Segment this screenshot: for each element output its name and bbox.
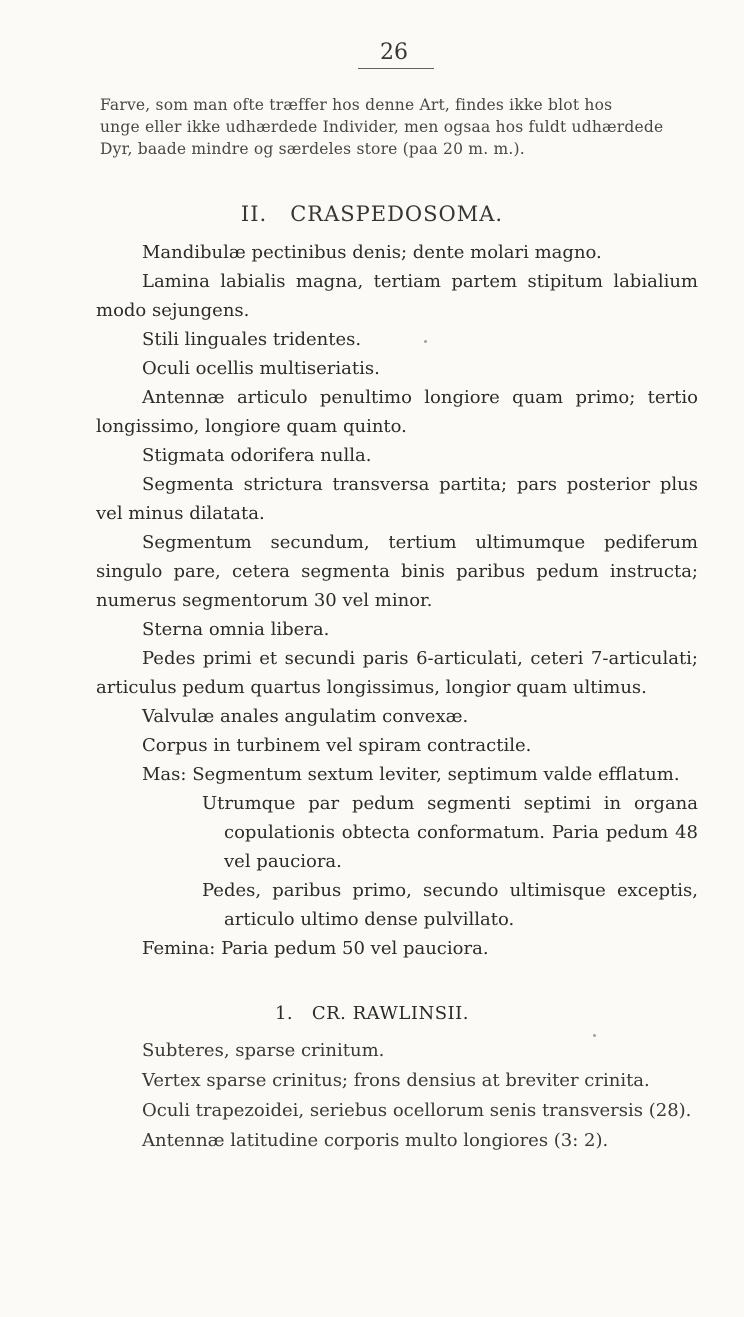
paragraph-mandibulae: Mandibulæ pectinibus denis; dente molari magno. (142, 242, 602, 263)
paragraph-stigmata: Stigmata odorifera nulla. (142, 445, 372, 466)
section-heading: II. CRASPEDOSOMA. (240, 202, 504, 226)
intro-line: Dyr, baade mindre og særdeles store (paa 20 m. m.). (100, 140, 525, 158)
mas-label: Mas: (142, 764, 187, 785)
femina-label: Femina: (142, 938, 216, 959)
page-number: 26 (380, 40, 408, 65)
paragraph-segmentum: Segmentum secundum, tertium ultimumque pediferum singulo pare, cetera segmenta binis paribus pedum instructa; numerus segmentorum 30 vel minor. (96, 532, 698, 611)
paper-speck (593, 1034, 596, 1037)
paragraph-femina (96, 934, 698, 963)
species-description (96, 1036, 702, 1156)
mas-sub-copulation: Utrumque par pedum segmenti septimi in organa copulationis obtecta conformatum. Paria pedum 48 vel pauciora. (202, 793, 698, 872)
paragraph-corpus: Corpus in turbinem vel spiram contractile. (142, 735, 532, 756)
species-heading: 1. CR. RAWLINSII. (274, 1003, 470, 1024)
intro-line: unge eller ikke udhærdede Individer, men ogsaa hos fuldt udhærdede (100, 118, 664, 136)
paragraph-lamina: Lamina labialis magna, tertiam partem stipitum labialium modo sejungens. (96, 271, 698, 321)
intro-paragraph (100, 94, 700, 160)
femina-text: Paria pedum 50 vel pauciora. (221, 938, 489, 959)
species-line: Antennæ latitudine corporis multo longiores (3: 2). (142, 1130, 609, 1151)
paragraph-mas (96, 760, 698, 789)
page-number-rule (358, 68, 434, 69)
species-line: Oculi trapezoidei, seriebus ocellorum senis transversis (28). (142, 1100, 692, 1121)
intro-line: Farve, som man ofte træffer hos denne Art, findes ikke blot hos (100, 96, 613, 114)
paragraph-stili: Stili linguales tridentes. (142, 329, 362, 350)
paragraph-pedes: Pedes primi et secundi paris 6-articulati, ceteri 7-articulati; articulus pedum quartus longissimus, longior quam ultimus. (96, 648, 698, 698)
species-line: Vertex sparse crinitus; frons densius at breviter crinita. (142, 1070, 650, 1091)
paragraph-oculi: Oculi ocellis multiseriatis. (142, 358, 380, 379)
paragraph-antennae: Antennæ articulo penultimo longiore quam primo; tertio longissimo, longiore quam quinto. (96, 387, 698, 437)
paragraph-segmenta: Segmenta strictura transversa partita; pars posterior plus vel minus dilatata. (96, 474, 698, 524)
paper-speck (424, 340, 427, 343)
paragraph-valvulae: Valvulæ anales angulatim convexæ. (142, 706, 469, 727)
paragraph-sterna: Sterna omnia libera. (142, 619, 330, 640)
genus-description (96, 238, 698, 963)
mas-text: Segmentum sextum leviter, septimum valde efflatum. (192, 764, 680, 785)
species-line: Subteres, sparse crinitum. (142, 1040, 385, 1061)
mas-sub-pedes: Pedes, paribus primo, secundo ultimisque exceptis, articulo ultimo dense pulvillato. (202, 880, 698, 930)
